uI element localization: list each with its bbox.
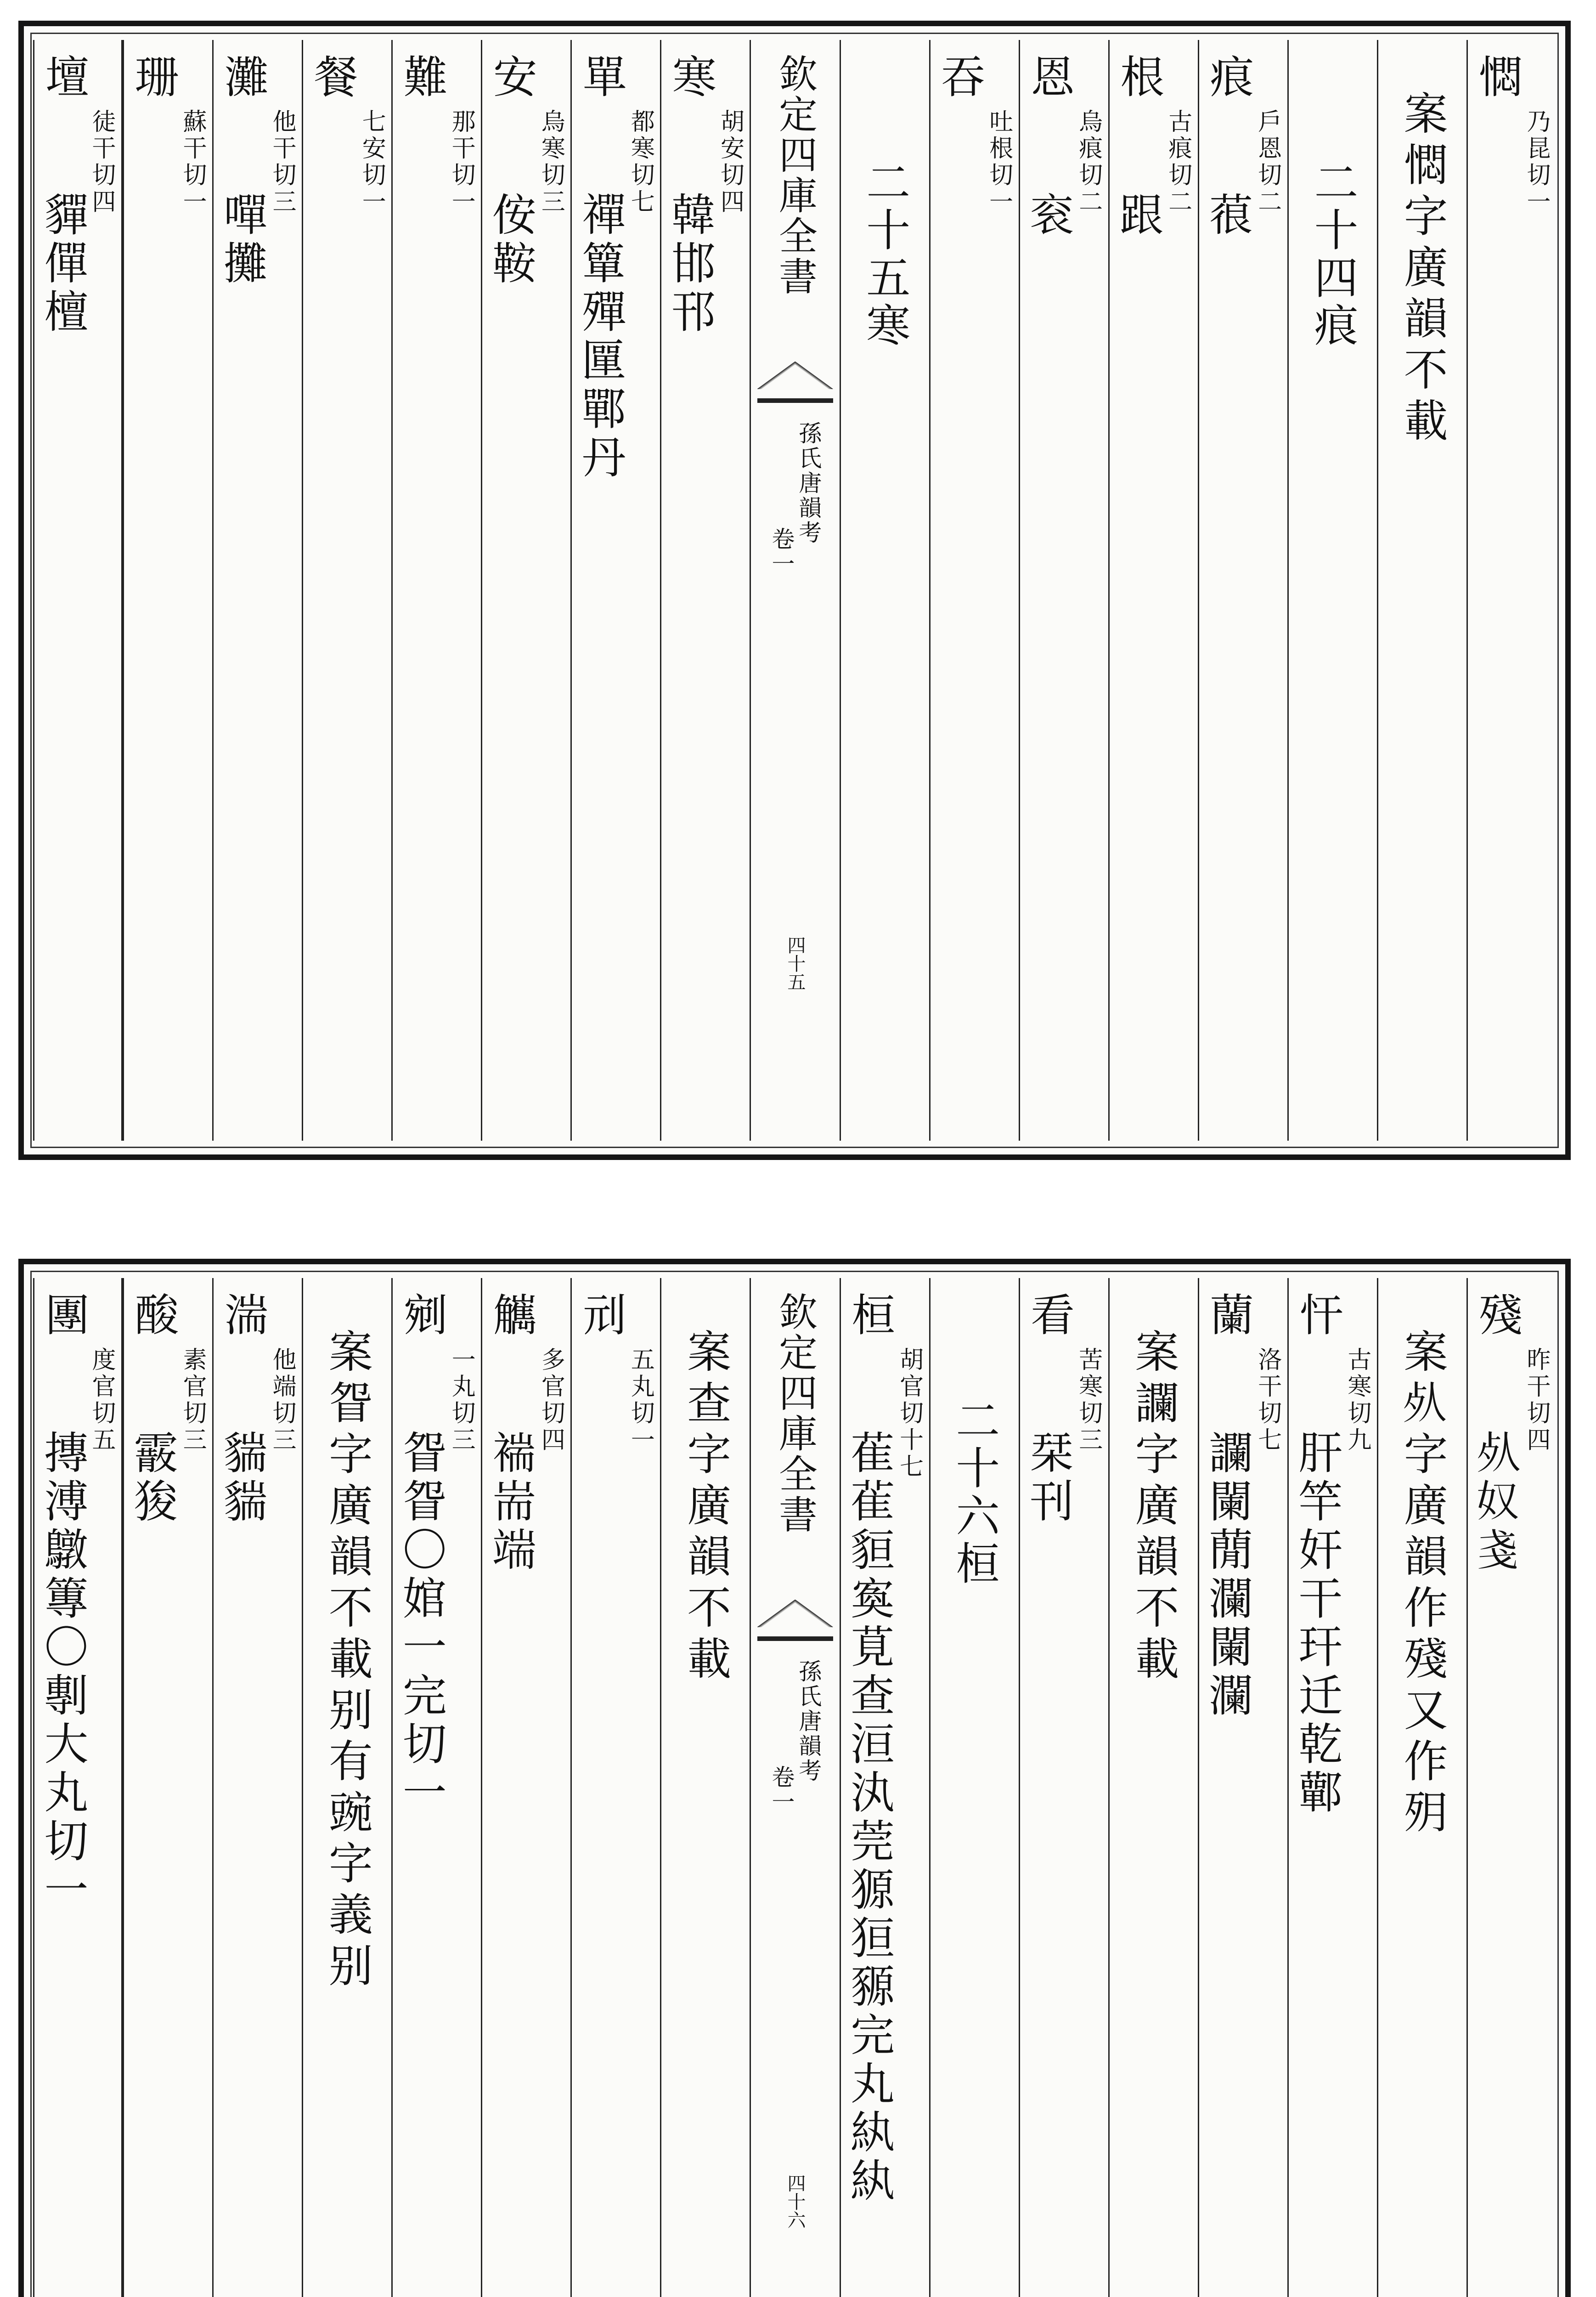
column-5 [1108, 1278, 1198, 2297]
dictionary-entry [841, 1292, 929, 2297]
column-2 [1377, 1278, 1466, 2297]
column-10 [660, 1278, 750, 2297]
dictionary-entry [572, 54, 660, 1154]
fanqie-annotation: 素官切三 [179, 1347, 207, 1454]
headword: 酸 [128, 1292, 180, 1336]
column-12 [481, 40, 570, 1141]
dictionary-entry [1468, 54, 1556, 1154]
rhyme-heading: 二十四痕 [1307, 159, 1359, 350]
column-9 [750, 1278, 839, 2297]
collation-note: 案㦖字廣韻不載 [1397, 91, 1449, 449]
top-columns [24, 40, 1565, 1141]
dictionary-entry [931, 54, 1019, 1154]
column-3 [1287, 1278, 1377, 2297]
column-2 [1377, 40, 1466, 1141]
headword: 難 [396, 54, 448, 98]
column-17 [33, 40, 123, 1141]
headword: 㦖 [1471, 54, 1523, 98]
headword: 安 [486, 54, 538, 98]
column-1 [1466, 40, 1556, 1141]
dictionary-entry [1199, 1292, 1287, 2297]
variant-characters: 肝竿奸干玕迁乾鄿 [1291, 1430, 1343, 1818]
variant-characters: 讕闌蕑瀾闌瀾 [1201, 1430, 1253, 1721]
dictionary-entry [482, 1292, 570, 2297]
collation-note: 案查字廣韻不載 [680, 1329, 732, 1687]
headword: 單 [575, 54, 627, 98]
dictionary-entry [1199, 54, 1287, 1154]
headword: 吞 [934, 54, 986, 98]
fanqie-annotation: 徒干切四 [88, 109, 116, 216]
variant-characters: 貚僤檀 [37, 192, 89, 337]
column-1 [1466, 1278, 1556, 2297]
fanqie-annotation: 他端切三 [268, 1347, 296, 1454]
fanqie-annotation: 古寒切九 [1343, 1347, 1371, 1454]
collation-note: 案讕字廣韻不載 [1128, 1329, 1179, 1687]
dictionary-entry [214, 54, 302, 1154]
variant-characters: 摶溥鷻篿〇剸大丸切一 [37, 1430, 89, 1915]
column-12 [481, 1278, 570, 2297]
folio-number: 四十五 [784, 936, 806, 991]
dictionary-entry [303, 54, 391, 1154]
variant-characters: 萑雈貆寏莧查洹汍莞獂狟豲完丸紈紈 [843, 1430, 895, 2206]
headword: 寒 [665, 54, 717, 98]
column-15 [212, 1278, 302, 2297]
headword: 看 [1023, 1292, 1075, 1336]
dictionary-entry [1020, 54, 1108, 1154]
folio-number: 四十六 [784, 2174, 806, 2229]
column-13 [391, 40, 481, 1141]
headword: 刓 [575, 1292, 627, 1336]
column-6 [1019, 40, 1108, 1141]
fanqie-annotation: 七安切一 [358, 109, 386, 216]
column-14 [302, 40, 391, 1141]
column-9 [750, 40, 839, 1141]
fishtail-mark [757, 362, 833, 403]
fanqie-annotation: 烏寒切三 [537, 109, 565, 216]
variant-characters: 韓邯邗 [664, 192, 716, 337]
column-8 [840, 40, 929, 1141]
dictionary-entry [572, 1292, 660, 2297]
column-17 [33, 1278, 123, 2297]
column-6 [1019, 1278, 1108, 2297]
variant-characters: 褍耑端 [485, 1430, 537, 1575]
headword: 珊 [128, 54, 180, 98]
headword: 餐 [307, 54, 359, 98]
fanqie-annotation: 五丸切一 [626, 1347, 654, 1454]
variant-characters: 霰狻 [127, 1430, 179, 1527]
dictionary-entry [1020, 1292, 1108, 2297]
book-title: 孫氏唐韻考 [795, 1659, 822, 1783]
fanqie-annotation: 胡官切十七 [895, 1347, 923, 1481]
fanqie-annotation: 度官切五 [88, 1347, 116, 1454]
fanqie-annotation: 都寒切七 [626, 109, 654, 216]
fanqie-annotation: 烏痕切二 [1074, 109, 1102, 216]
series-title: 欽定四庫全書 [773, 1292, 818, 1535]
variant-characters: 侒鞍 [485, 192, 537, 289]
headword: 恩 [1023, 54, 1075, 98]
dictionary-entry [214, 1292, 302, 2297]
column-13 [391, 1278, 481, 2297]
headword: 桓 [844, 1292, 896, 1336]
variant-characters: 跟 [1112, 192, 1164, 240]
dictionary-entry [124, 54, 212, 1154]
dictionary-entry [1110, 54, 1198, 1154]
column-4 [1198, 40, 1287, 1141]
variant-characters: 貒貒 [216, 1430, 268, 1527]
headword: 灘 [217, 54, 269, 98]
column-5 [1108, 40, 1198, 1141]
fanqie-annotation: 多官切四 [537, 1347, 565, 1454]
column-8 [840, 1278, 929, 2297]
column-16 [123, 40, 212, 1141]
headword: 殘 [1471, 1292, 1523, 1336]
column-11 [570, 1278, 660, 2297]
dictionary-entry [1289, 1292, 1377, 2297]
variant-characters: 眢眢〇婠一完切一 [395, 1430, 447, 1818]
series-title: 欽定四庫全書 [773, 54, 818, 297]
headword: 團 [38, 1292, 90, 1336]
fishtail-mark [757, 1600, 833, 1641]
dictionary-entry [124, 1292, 212, 2297]
fanqie-annotation: 昨干切四 [1522, 1347, 1550, 1454]
column-15 [212, 40, 302, 1141]
column-7 [929, 1278, 1019, 2297]
dictionary-entry [482, 54, 570, 1154]
dictionary-entry [393, 1292, 481, 2297]
collation-note: 案𣦸字廣韻作殘又作㱚 [1397, 1329, 1449, 1840]
headword: 痕 [1202, 54, 1254, 98]
fanqie-annotation: 苦寒切三 [1074, 1347, 1102, 1454]
column-14 [302, 1278, 391, 2297]
column-3 [1287, 40, 1377, 1141]
fanqie-annotation: 戶恩切二 [1253, 109, 1281, 216]
column-7 [929, 40, 1019, 1141]
volume-label: 卷一 [768, 1765, 795, 1815]
headword: 剜 [396, 1292, 448, 1336]
column-4 [1198, 1278, 1287, 2297]
dictionary-entry [393, 54, 481, 1154]
variant-characters: 衮 [1022, 192, 1074, 240]
dictionary-entry [1468, 1292, 1556, 2297]
bottom-page [18, 1259, 1571, 2297]
fanqie-annotation: 一丸切三 [447, 1347, 475, 1454]
dictionary-entry [34, 54, 121, 1154]
headword: 湍 [217, 1292, 269, 1336]
headword: 壇 [38, 54, 90, 98]
top-page [18, 21, 1571, 1160]
fanqie-annotation: 他干切三 [268, 109, 296, 216]
column-11 [570, 40, 660, 1141]
column-10 [660, 40, 750, 1141]
headword: 蘭 [1202, 1292, 1254, 1336]
rhyme-heading: 二十五寒 [859, 159, 911, 350]
dictionary-entry [661, 54, 750, 1154]
collation-note: 案眢字廣韻不載别有豌字義别 [321, 1329, 373, 1994]
fanqie-annotation: 胡安切四 [716, 109, 744, 216]
variant-characters: 禪簞殫匰鄲丹 [575, 192, 626, 483]
fanqie-annotation: 洛干切七 [1253, 1347, 1281, 1454]
headword: 觽 [486, 1292, 538, 1336]
fanqie-annotation: 乃昆切一 [1522, 109, 1550, 216]
variant-characters: 栞刊 [1022, 1430, 1074, 1527]
book-title: 孫氏唐韻考 [795, 421, 822, 545]
headword: 根 [1113, 54, 1165, 98]
volume-label: 卷一 [768, 527, 795, 577]
variant-characters: 𣦸奴戔 [1470, 1430, 1522, 1575]
fanqie-annotation: 蘇干切一 [179, 109, 207, 216]
fanqie-annotation: 那干切一 [447, 109, 475, 216]
fanqie-annotation: 古痕切二 [1164, 109, 1192, 216]
dictionary-entry [34, 1292, 121, 2297]
variant-characters: 嘽攤 [216, 192, 268, 289]
variant-characters: 䓳 [1201, 192, 1253, 240]
column-16 [123, 1278, 212, 2297]
rhyme-heading: 二十六桓 [948, 1397, 1000, 1588]
fanqie-annotation: 吐根切一 [985, 109, 1013, 216]
bottom-columns [24, 1278, 1565, 2297]
headword: 忓 [1292, 1292, 1344, 1336]
